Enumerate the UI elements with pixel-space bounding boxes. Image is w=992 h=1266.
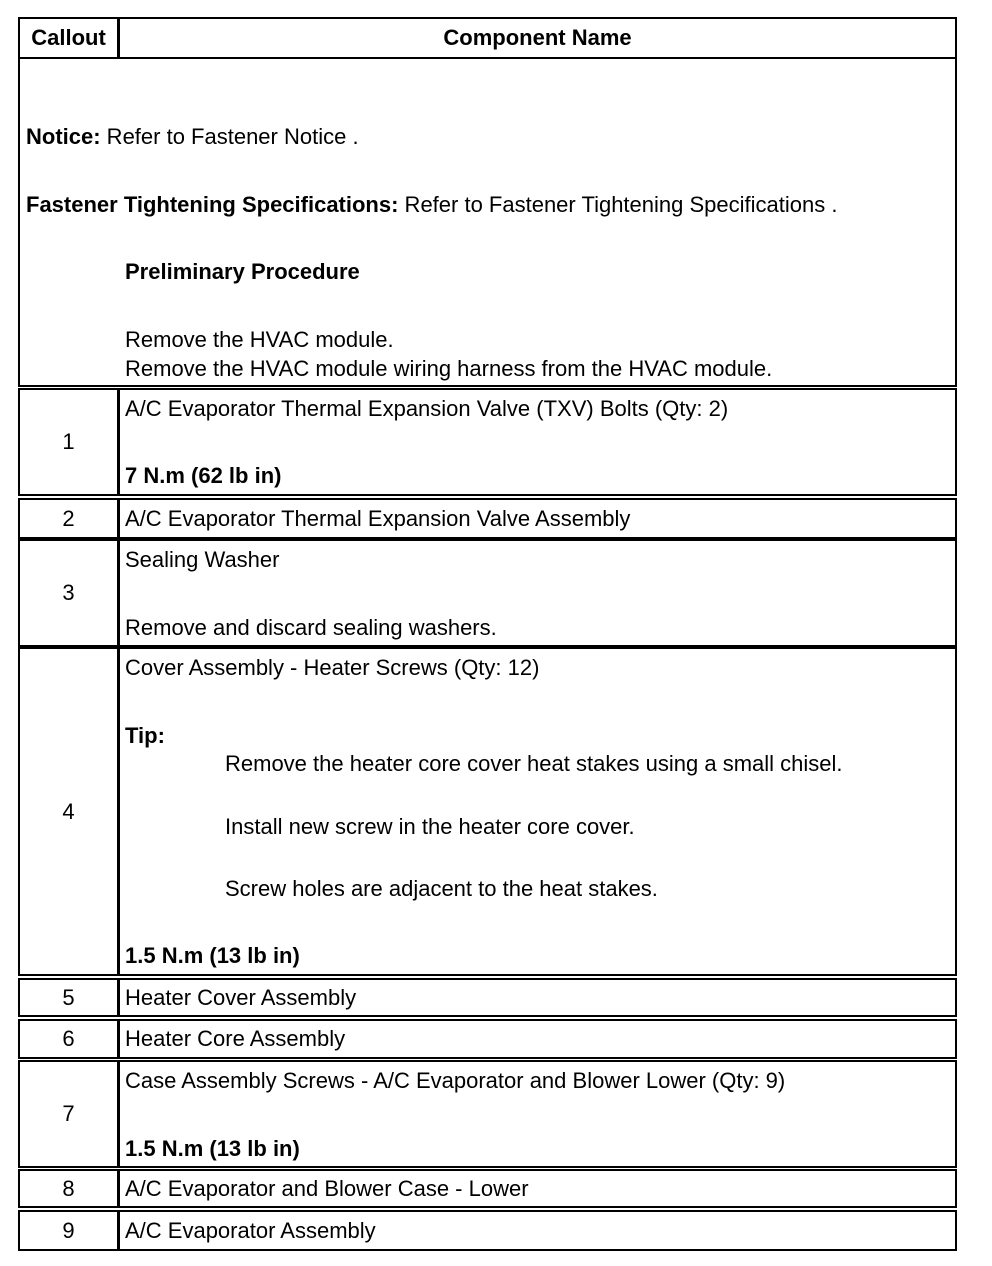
row-callout: 2 [20,500,120,537]
table-header [18,17,957,59]
table-row [18,647,957,976]
row-callout: 1 [20,390,120,494]
table-row [18,1210,957,1251]
row-callout: 6 [20,1021,120,1057]
row-callout: 4 [20,649,120,974]
row-component [120,390,955,494]
row-component [120,980,955,1015]
table-row [18,498,957,539]
header-component-label: Component Name [443,25,632,50]
row-name: Heater Cover Assembly [125,985,357,1010]
row-name: A/C Evaporator Thermal Expansion Valve Assembly [125,506,631,531]
prelim-title: Preliminary Procedure [125,259,360,284]
header-component-name [120,19,955,57]
row-component [120,1212,955,1249]
tip-item: Screw holes are adjacent to the heat stakes. [225,876,658,901]
row-torque: 1.5 N.m (13 lb in) [125,1136,300,1161]
row-name: A/C Evaporator Assembly [125,1218,376,1243]
row-name: Case Assembly Screws - A/C Evaporator and Blower Lower (Qty: 9) [125,1068,786,1093]
row-name: Cover Assembly - Heater Screws (Qty: 12) [125,655,540,680]
header-callout: Callout [20,19,120,57]
tip-item: Install new screw in the heater core cover. [225,814,635,839]
row-component [120,1062,955,1166]
prelim-step-2: Remove the HVAC module wiring harness from the HVAC module. [125,356,773,381]
row-name: Heater Core Assembly [125,1026,346,1051]
row-component [120,649,955,974]
table-row [18,1019,957,1059]
row-callout: 8 [20,1171,120,1206]
table-row [18,539,957,647]
notice-line [26,124,359,150]
notice-text: Refer to Fastener Notice . [100,124,359,149]
row-callout: 5 [20,980,120,1015]
table-row [18,388,957,496]
notice-label: Notice: [26,124,101,149]
table-row [18,978,957,1017]
prelim-step-1: Remove the HVAC module. [125,327,394,352]
row-callout: 3 [20,541,120,645]
row-name: Sealing Washer [125,547,280,572]
row-component [120,1171,955,1206]
row-name: A/C Evaporator Thermal Expansion Valve (TXV) Bolts (Qty: 2) [125,396,729,421]
row-callout: 7 [20,1062,120,1166]
tip-label: Tip: [125,723,165,748]
spec-label: Fastener Tightening Specifications: [26,192,399,217]
table-row [18,1060,957,1168]
table-row [18,1169,957,1208]
row-component [120,541,955,645]
row-torque: 1.5 N.m (13 lb in) [125,943,300,968]
intro-row [18,57,957,387]
tip-item: Remove the heater core cover heat stakes using a small chisel. [225,751,843,776]
row-component [120,1021,955,1057]
row-callout: 9 [20,1212,120,1249]
spec-line [26,192,837,218]
row-name: A/C Evaporator and Blower Case - Lower [125,1176,529,1201]
row-component [120,500,955,537]
spec-text: Refer to Fastener Tightening Specifications . [398,192,838,217]
row-note: Remove and discard sealing washers. [125,615,497,640]
row-torque: 7 N.m (62 lb in) [125,463,282,488]
